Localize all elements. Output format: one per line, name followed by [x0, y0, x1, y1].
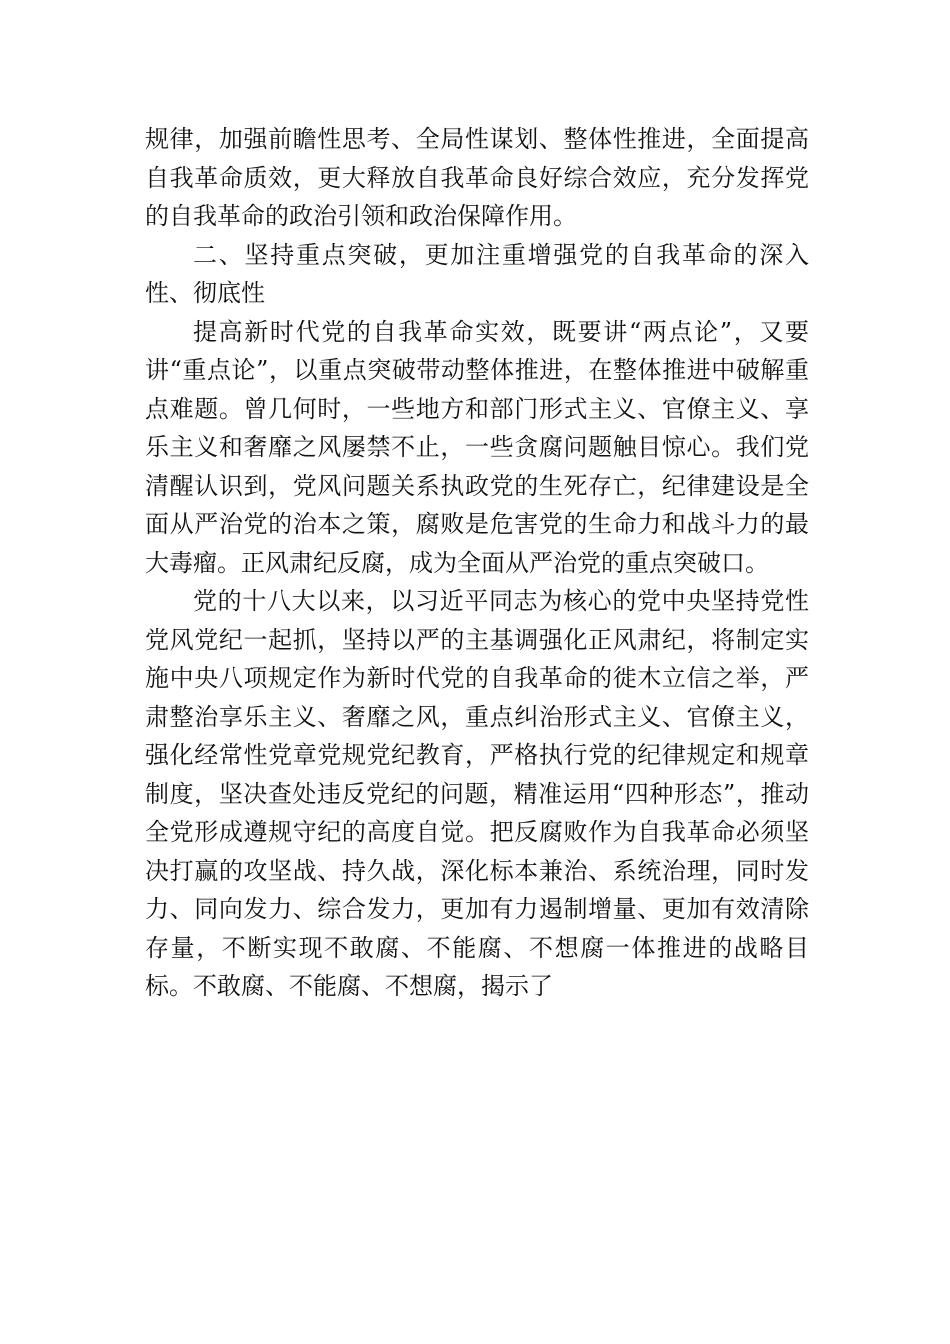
- paragraph-eighteenth-congress: 党的十八大以来，以习近平同志为核心的党中央坚持党性党风党纪一起抓，坚持以严的主基调强化正风肃纪，将制定实施中央八项规定作为新时代党的自我革命的徙木立信之举，严肃整治享乐主义、奢靡之风，重点纠治形式主义、官僚主义，强化经常性党章党规党纪教育，严格执行党的纪律规定和规章制度，坚决查处违反党纪的问题，精准运用“四种形态”，推动全党形成遵规守纪的高度自觉。把反腐败作为自我革命必须坚决打赢的攻坚战、持久战，深化标本兼治、系统治理，同时发力、同向发力、综合发力，更加有力遏制增量、更加有效清除存量，不断实现不敢腐、不能腐、不想腐一体推进的战略目标。不敢腐、不能腐、不想腐，揭示了: [145, 587, 809, 1000]
- paragraph-key-breakthrough: 提高新时代党的自我革命实效，既要讲“两点论”，又要讲“重点论”，以重点突破带动整体推进，在整体推进中破解重点难题。曾几何时，一些地方和部门形式主义、官僚主义、享乐主义和奢靡之风屡禁不止，一些贪腐问题触目惊心。我们党清醒认识到，党风问题关系执政党的生死存亡，纪律建设是全面从严治党的治本之策，腐败是危害党的生命力和战斗力的最大毒瘤。正风肃纪反腐，成为全面从严治党的重点突破口。: [145, 317, 809, 577]
- section-heading: 二、坚持重点突破，更加注重增强党的自我革命的深入性、彻底性: [145, 240, 809, 307]
- document-body: [145, 120, 809, 1006]
- paragraph-continuation: 规律，加强前瞻性思考、全局性谋划、整体性推进，全面提高自我革命质效，更大释放自我革命良好综合效应，充分发挥党的自我革命的政治引领和政治保障作用。: [145, 125, 809, 230]
